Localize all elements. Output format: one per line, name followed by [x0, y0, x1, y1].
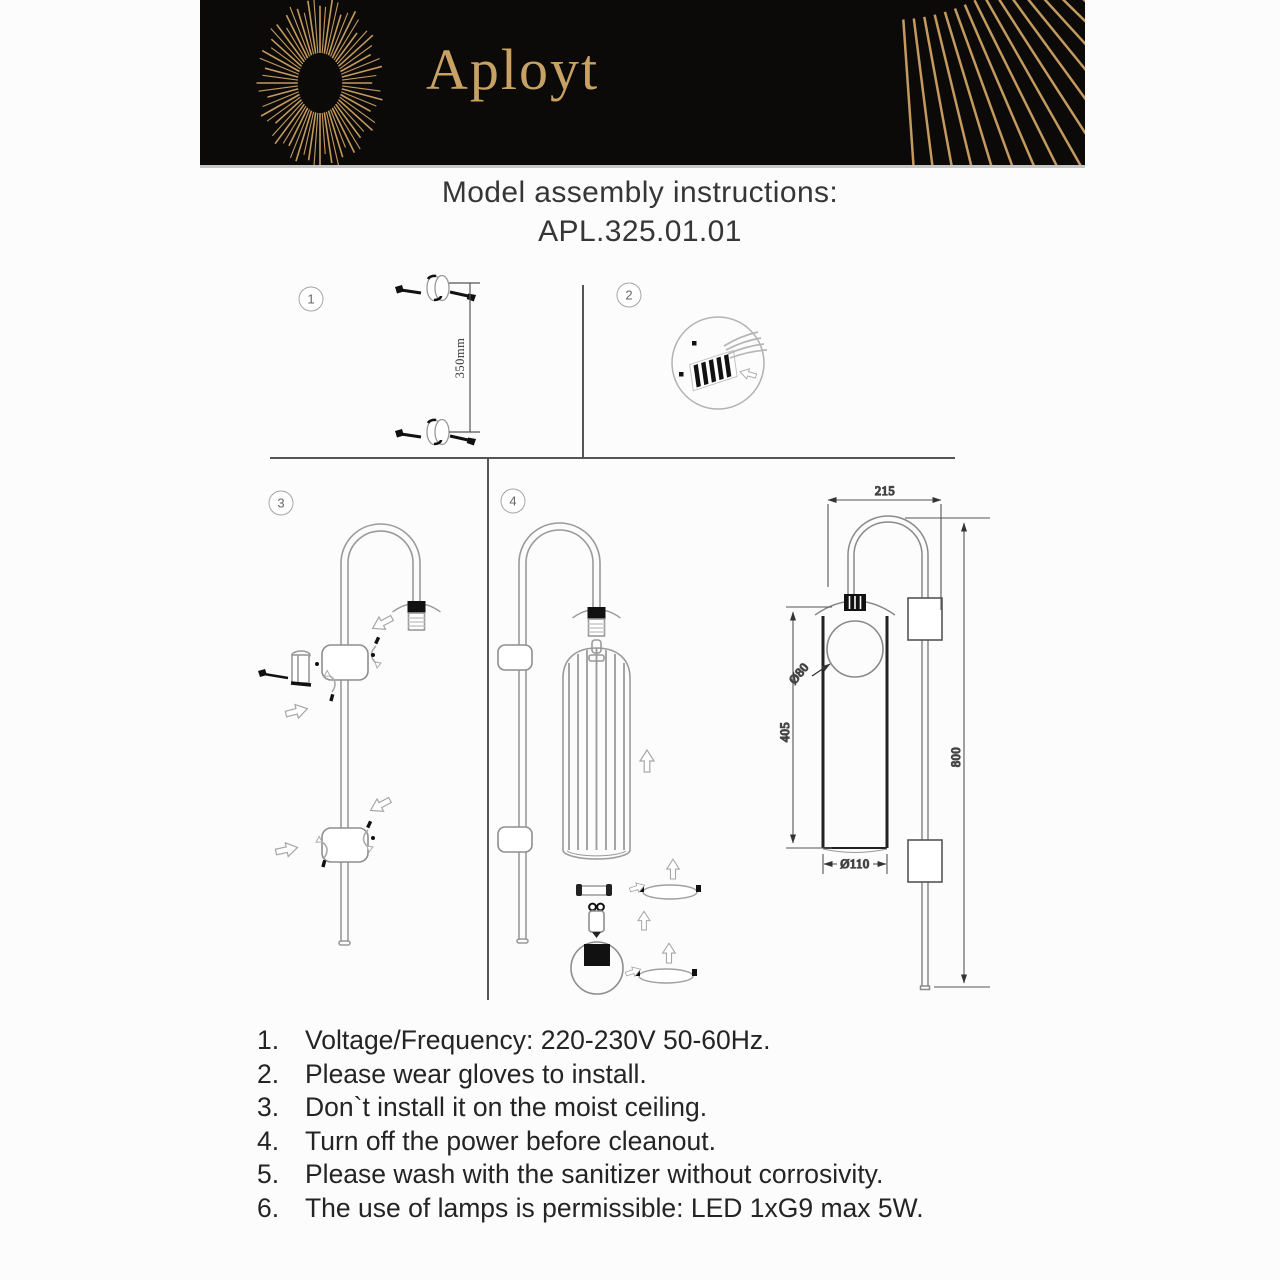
mount-disc-icon [628, 859, 701, 899]
rod-mount-lower [498, 827, 532, 852]
rays-decoration [903, 0, 1085, 165]
step3-badge: 3 [277, 495, 285, 511]
g9-bulb-icon [589, 904, 604, 938]
dimension-shade-405: 405 [778, 721, 792, 743]
instruction-text: Voltage/Frequency: 220-230V 50-60Hz. [305, 1025, 771, 1055]
step4-shade-assembly [498, 523, 701, 994]
instruction-number: 5. [257, 1159, 280, 1189]
instruction-item [257, 1158, 1117, 1192]
instruction-text: The use of lamps is permissible: LED 1xG9 max 5W. [305, 1192, 924, 1223]
assembly-diagram [240, 252, 1030, 1022]
instruction-item [257, 1024, 1117, 1058]
rod-mount-lower [322, 828, 368, 862]
instruction-text: Please wear gloves to install. [305, 1058, 647, 1089]
wall-bracket-icon [258, 651, 311, 685]
dimension-diameter-80: Ø80 [786, 660, 812, 687]
instruction-item [257, 1091, 1117, 1125]
step1-badge: 1 [307, 291, 315, 307]
sunburst-logo-icon [257, 0, 383, 165]
step2-wiring-detail [672, 317, 767, 409]
instruction-text: Please wash with the sanitizer without corrosivity. [305, 1159, 884, 1189]
dimension-diameter-110: Ø110 [840, 857, 870, 871]
dimension-height-800: 800 [949, 746, 963, 768]
brand-logo-text: Aployt [426, 37, 600, 102]
brand-banner [200, 0, 1085, 168]
lamp-socket-icon [393, 601, 441, 630]
instruction-item [257, 1058, 1117, 1092]
instruction-text: Turn off the power before cleanout. [305, 1125, 717, 1156]
title-block [0, 176, 1280, 249]
instruction-number: 4. [257, 1125, 280, 1156]
instruction-item [257, 1192, 1117, 1226]
rod-mount-upper [498, 645, 532, 670]
wall-anchor-icon [395, 276, 476, 302]
model-number: APL.325.01.01 [538, 215, 742, 248]
step3-lamp-mounting [258, 524, 441, 945]
banner-decor [200, 0, 1085, 165]
instruction-number: 1. [257, 1025, 280, 1055]
step1-wall-anchors [395, 276, 480, 446]
lamp-socket-icon [573, 607, 621, 636]
dimension-drawing [778, 484, 990, 990]
instruction-number: 6. [257, 1192, 280, 1223]
panel-dividers [270, 285, 955, 1000]
instruction-item [257, 1125, 1117, 1159]
instruction-text: Don`t install it on the moist ceiling. [305, 1092, 708, 1122]
instruction-number: 2. [257, 1058, 280, 1089]
step4-badge: 4 [509, 493, 517, 509]
mount-disc-icon [624, 943, 697, 983]
instruction-list [257, 1024, 1117, 1225]
dimension-width-215: 215 [874, 484, 896, 498]
retainer-ring-icon [580, 886, 608, 895]
step-badges [269, 283, 641, 515]
fluted-glass-shade [563, 648, 630, 859]
page-title: Model assembly instructions: [441, 176, 839, 209]
dimension-350mm: 350mm [453, 337, 467, 379]
step2-badge: 2 [625, 287, 633, 303]
instruction-number: 3. [257, 1092, 280, 1122]
